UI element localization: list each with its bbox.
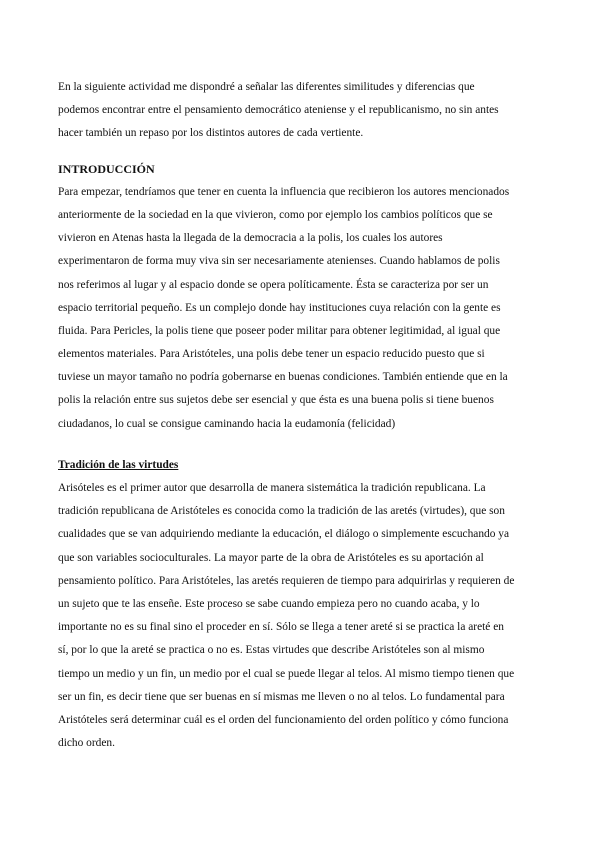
text-line: polis la relación entre sus sujetos debe ser esencial y que ésta es una buena polis si tiene buenos	[58, 394, 494, 407]
text-line: espacio territorial pequeño. Es un complejo donde hay instituciones cuya relación con la gente es	[58, 301, 501, 314]
section-heading-tradicion: Tradición de las virtudes	[58, 458, 179, 471]
text-line: que son variables socioculturales. La mayor parte de la obra de Aristóteles es su aportación al	[58, 551, 484, 564]
text-line: podemos encontrar entre el pensamiento democrático ateniense y el republicanismo, no sin antes	[58, 104, 499, 117]
text-line: un sujeto que te las enseñe. Este proceso se sabe cuando empieza pero no cuando acaba, y lo	[58, 597, 480, 610]
text-line: vivieron en Atenas hasta la llegada de la democracia a la polis, los cuales los autores	[58, 232, 443, 245]
text-line: tiempo un medio y un fin, un medio por el cual se puede llegar al telos. Al mismo tiempo tienen que	[58, 667, 515, 680]
intro-paragraph	[58, 76, 548, 146]
text-line: Aristóteles será determinar cuál es el orden del funcionamiento del orden político y cómo funciona	[58, 713, 509, 726]
text-line: sí, por lo que la areté se practica o no es. Estas virtudes que describe Aristóteles son al mismo	[58, 644, 485, 657]
text-line: experimentaron de forma muy viva sin ser necesariamente atenienses. Cuando hablamos de polis	[58, 255, 500, 268]
spacer	[58, 146, 548, 158]
introduccion-section	[58, 158, 548, 436]
text-line: En la siguiente actividad me dispondré a señalar las diferentes similitudes y diferencias que	[58, 81, 475, 93]
document-body	[58, 76, 548, 755]
text-line: anteriormente de la sociedad en la que vivieron, como por ejemplo los cambios políticos que se	[58, 208, 493, 221]
spacer	[58, 436, 548, 454]
text-line: tuviese un mayor tamaño no podría gobernarse en buenas condiciones. También entiende que en la	[58, 371, 508, 384]
text-line: Para empezar, tendríamos que tener en cuenta la influencia que recibieron los autores mencionados	[58, 185, 510, 198]
text-line: pensamiento político. Para Aristóteles, las aretés requieren de tiempo para adquirirlas y requieren de	[58, 574, 515, 587]
text-line: fluida. Para Pericles, la polis tiene que poseer poder militar para obtener legitimidad, al igual que	[58, 324, 501, 337]
text-line: cualidades que se van adquiriendo mediante la educación, el diálogo o simplemente escuchando ya	[58, 528, 510, 541]
text-line: hacer también un repaso por los distintos autores de cada vertiente.	[58, 127, 364, 140]
text-line: importante no es su final sino el proceder en sí. Sólo se llega a tener areté si se practica la areté en	[58, 621, 504, 634]
text-line: ciudadanos, lo cual se consigue caminando hacia la eudamonía (felicidad)	[58, 417, 396, 430]
text-line: Arisóteles es el primer autor que desarrolla de manera sistemática la tradición republicana. La	[58, 482, 486, 494]
text-line: tradición republicana de Aristóteles es conocida como la tradición de las aretés (virtudes), que son	[58, 505, 505, 518]
text-line: ser un fin, es decir tiene que ser buenas en sí mismas me lleven o no al telos. Lo fundamental para	[58, 690, 505, 703]
text-line: dicho orden.	[58, 737, 115, 750]
section-heading-introduccion: INTRODUCCIÓN	[58, 161, 155, 176]
tradicion-section	[58, 454, 548, 755]
text-line: elementos materiales. Para Aristóteles, una polis debe tener un espacio reducido puesto que si	[58, 348, 485, 361]
text-line: nos referimos al lugar y al espacio donde se opera políticamente. Ésta se caracteriza por ser un	[58, 278, 489, 291]
